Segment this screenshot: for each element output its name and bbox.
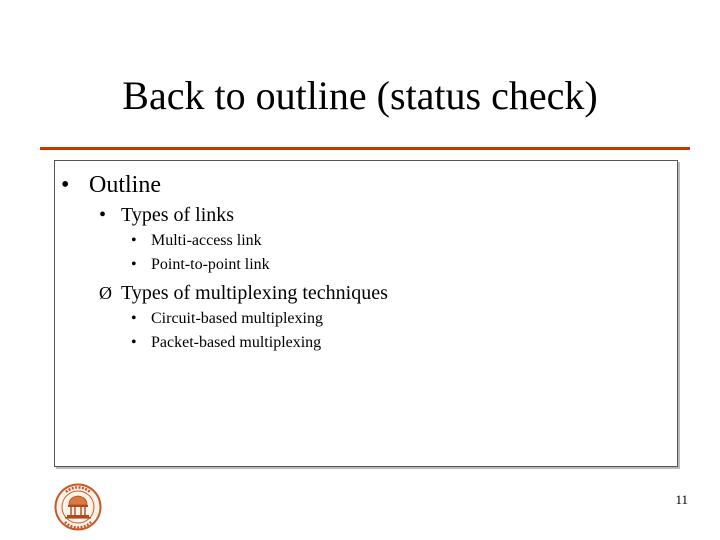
slide-title: Back to outline (status check)	[122, 73, 598, 118]
item-text: Multi-access link	[151, 232, 262, 249]
bullet-icon: •	[61, 172, 70, 198]
bullet-icon: •	[131, 256, 137, 273]
item-text: Circuit-based multiplexing	[151, 310, 323, 327]
bullet-icon: •	[131, 334, 137, 351]
section-text: Types of multiplexing techniques	[121, 282, 388, 304]
bullet-icon: •	[131, 310, 137, 327]
arrow-bullet-icon: Ø	[99, 283, 112, 303]
outline-item	[131, 309, 323, 329]
outline-item	[131, 231, 262, 251]
page-number: 11	[675, 492, 688, 507]
title-underline	[40, 147, 690, 150]
university-seal-icon	[54, 483, 102, 531]
content-box	[54, 160, 678, 467]
bullet-icon: •	[99, 204, 107, 226]
outline-section-links	[99, 203, 234, 227]
item-text: Packet-based multiplexing	[151, 334, 322, 351]
bullet-icon: •	[131, 232, 137, 249]
outline-item	[131, 255, 270, 275]
outline-heading	[61, 171, 161, 199]
outline-section-multiplexing	[99, 281, 388, 305]
item-text: Point-to-point link	[151, 256, 270, 273]
outline-heading-text: Outline	[89, 172, 161, 198]
outline-item	[131, 333, 321, 353]
section-text: Types of links	[121, 204, 235, 226]
